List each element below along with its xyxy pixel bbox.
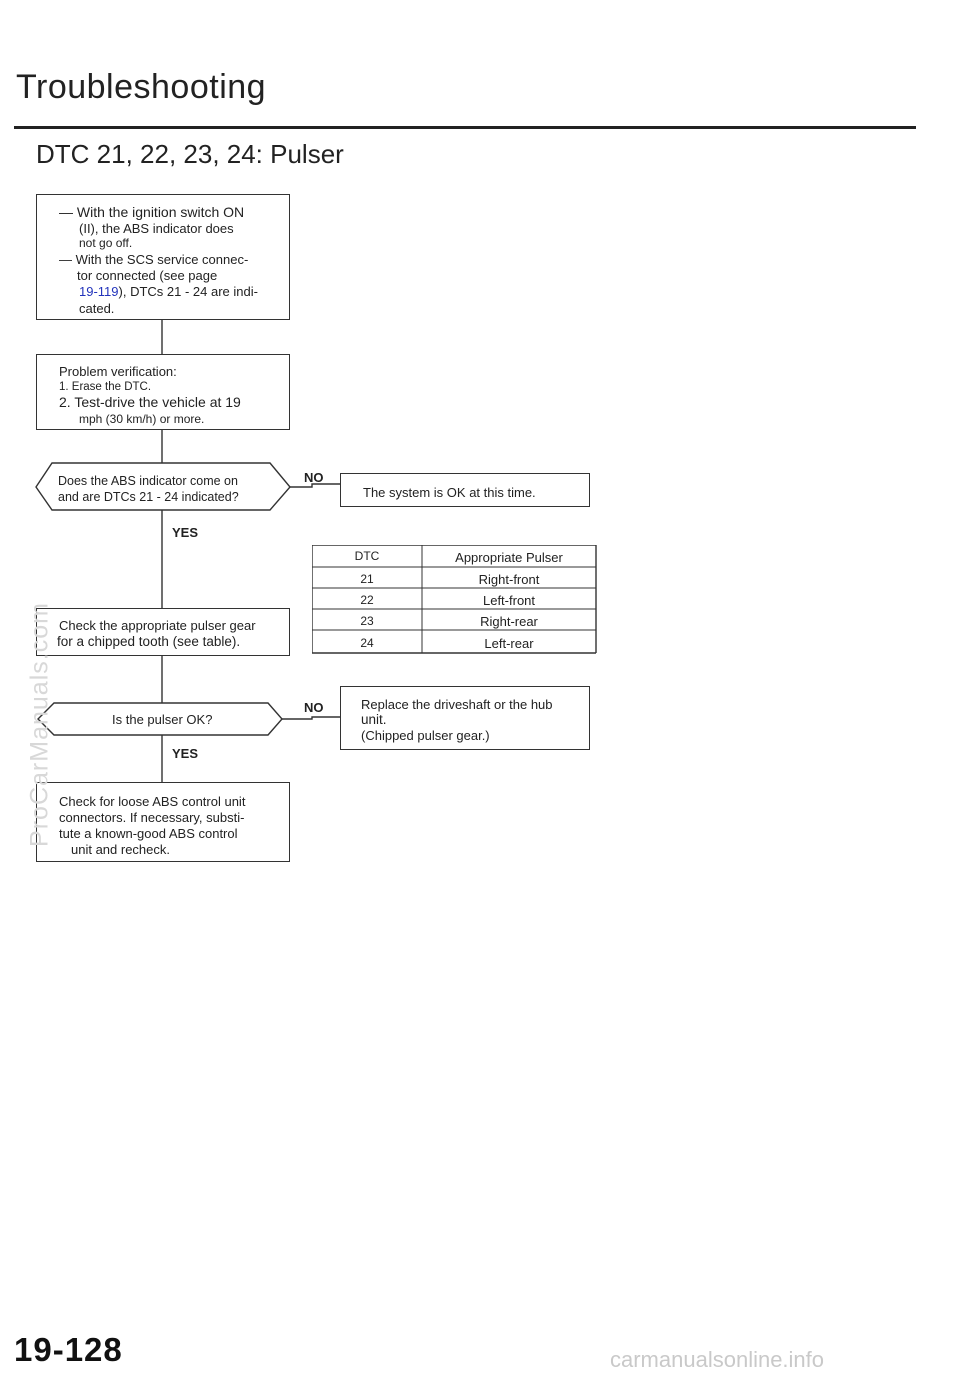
final-line-3: tute a known-good ABS control (59, 826, 238, 841)
check-line-2: for a chipped tooth (see table). (57, 634, 241, 649)
page-number: 19-128 (14, 1331, 123, 1368)
dtc-cell: 22 (360, 593, 374, 607)
start-line-7: cated. (79, 301, 115, 316)
decision-2-text: Is the pulser OK? (112, 712, 213, 727)
page-link[interactable]: 19-119 (79, 284, 119, 299)
no-label-1: NO (304, 470, 324, 485)
dtc-header: DTC (354, 549, 380, 563)
pulser-cell: Right-rear (480, 614, 538, 629)
replace-line-1: Replace the driveshaft or the hub (361, 697, 553, 712)
pulser-cell: Right-front (478, 572, 540, 587)
no-label-2: NO (304, 700, 324, 715)
dtc-cell: 21 (360, 572, 374, 586)
final-line-2: connectors. If necessary, substi- (59, 810, 245, 825)
start-line-4: — With the SCS service connec- (59, 252, 249, 267)
verify-step-2: 2. Test-drive the vehicle at 19 (59, 394, 241, 410)
decision-1-line-1: Does the ABS indicator come on (58, 474, 238, 488)
decision-1-line-2: and are DTCs 21 - 24 indicated? (58, 490, 239, 504)
yes-label-1: YES (172, 525, 199, 540)
check-line-1: Check the appropriate pulser gear (59, 618, 256, 633)
pulser-header: Appropriate Pulser (455, 550, 563, 565)
watermark: ProCarManuals.com (25, 602, 54, 847)
replace-line-3: (Chipped pulser gear.) (361, 728, 490, 743)
pulser-cell: Left-front (482, 593, 536, 608)
start-line-5: tor connected (see page (77, 268, 218, 283)
page-title: DTC 21, 22, 23, 24: Pulser (36, 139, 344, 169)
pulser-cell: Left-rear (484, 636, 534, 651)
dtc-table (312, 545, 597, 655)
section-title: Troubleshooting (16, 68, 267, 106)
start-line-2: (II), the ABS indicator does (79, 221, 234, 236)
footer-site: carmanualsonline.info (610, 1347, 825, 1372)
verification-box (36, 354, 290, 430)
replace-box (340, 686, 590, 750)
dtc-cell: 24 (360, 636, 374, 650)
verify-step-1: 1. Erase the DTC. (59, 381, 152, 393)
system-ok-box (340, 473, 590, 507)
check-pulser-box (36, 608, 290, 656)
start-line-6: ), DTCs 21 - 24 are indi- (118, 284, 258, 299)
final-line-1: Check for loose ABS control unit (59, 794, 246, 809)
start-condition-box (36, 194, 290, 320)
start-line-3: not go off. (79, 236, 133, 250)
final-line-4: unit and recheck. (71, 842, 171, 857)
final-check-box (36, 782, 290, 862)
start-line-1: — With the ignition switch ON (59, 204, 245, 220)
yes-label-2: YES (172, 746, 199, 761)
verify-step-2b: mph (30 km/h) or more. (79, 412, 205, 426)
system-ok-text: The system is OK at this time. (363, 485, 536, 500)
replace-line-2: unit. (361, 712, 387, 727)
dtc-cell: 23 (360, 614, 374, 628)
verify-heading: Problem verification: (59, 364, 177, 379)
